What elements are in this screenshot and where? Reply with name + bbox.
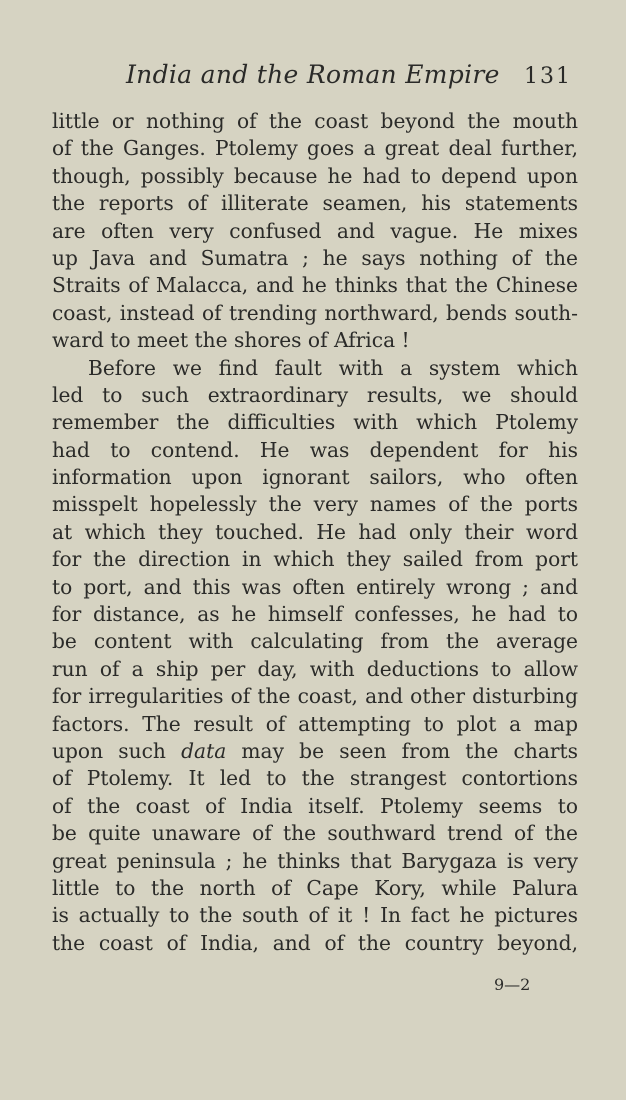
text-line: had to contend. He was dependent for his xyxy=(52,437,578,462)
paragraph-end-line: ward to meet the shores of Africa ! xyxy=(52,328,410,353)
text-line: factors. The result of attempting to plot a map xyxy=(52,711,578,736)
text-line: little or nothing of the coast beyond the mouth xyxy=(52,109,578,133)
text-segment: may be seen from the charts xyxy=(226,738,578,763)
text-line: run of a ship per day, with deductions to allow xyxy=(52,656,578,681)
text-line: are often very confused and vague. He mixes xyxy=(52,218,578,243)
text-line: the coast of India, and of the country beyond, xyxy=(52,930,578,955)
paragraph-start-line: Before we find fault with a system which xyxy=(88,355,578,380)
text-line: at which they touched. He had only their word xyxy=(52,519,578,544)
text-line: misspelt hopelessly the very names of the ports xyxy=(52,492,578,517)
body-text xyxy=(52,108,578,957)
text-line: the reports of illiterate seamen, his statements xyxy=(52,191,578,216)
text-line: of the Ganges. Ptolemy goes a great deal further, xyxy=(52,136,578,161)
text-line: of Ptolemy. It led to the strangest contortions xyxy=(52,766,578,791)
text-line: though, possibly because he had to depend upon xyxy=(52,163,578,188)
text-line-with-italic xyxy=(52,738,578,765)
running-title: India and the Roman Empire xyxy=(126,60,500,89)
text-line: be content with calculating from the average xyxy=(52,629,578,654)
page-header xyxy=(118,56,578,96)
text-line: little to the north of Cape Kory, while Palura xyxy=(52,875,578,900)
text-line: for distance, as he himself confesses, he had to xyxy=(52,602,578,627)
signature-mark: 9—2 xyxy=(494,975,531,994)
text-line: remember the difficulties with which Ptolemy xyxy=(52,410,578,435)
text-segment: upon such xyxy=(52,738,182,763)
text-line: to port, and this was often entirely wrong ; and xyxy=(52,574,578,599)
text-line: for the direction in which they sailed from port xyxy=(52,547,578,572)
text-line: information upon ignorant sailors, who often xyxy=(52,465,578,490)
text-line: coast, instead of trending northward, bends south- xyxy=(52,300,578,325)
text-line: be quite unaware of the southward trend of the xyxy=(52,821,578,846)
italic-word: data xyxy=(181,738,227,763)
text-line: for irregularities of the coast, and other disturbing xyxy=(52,684,578,709)
text-line: of the coast of India itself. Ptolemy seems to xyxy=(52,793,578,818)
text-line: up Java and Sumatra ; he says nothing of the xyxy=(52,245,578,270)
text-line: Straits of Malacca, and he thinks that the Chinese xyxy=(52,273,578,298)
page-number: 131 xyxy=(524,64,572,89)
text-line: led to such extraordinary results, we should xyxy=(52,382,578,407)
text-line: great peninsula ; he thinks that Barygaza is very xyxy=(52,848,578,873)
text-line: is actually to the south of it ! In fact he pictures xyxy=(52,903,578,928)
